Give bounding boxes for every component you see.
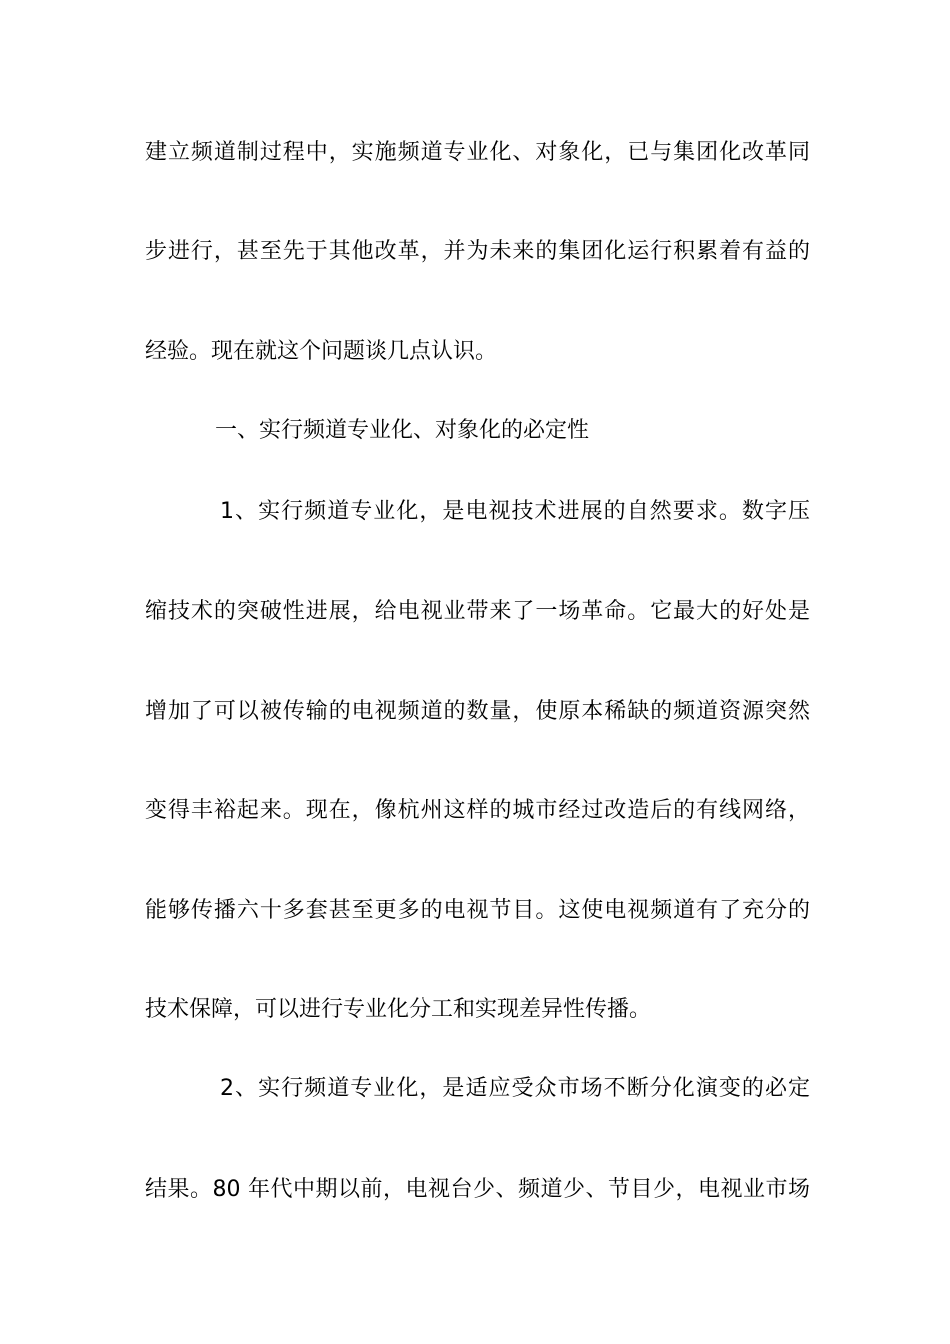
paragraph-first-line: 1、实行频道专业化，是电视技术进展的自然要求。数字压 xyxy=(220,499,810,524)
body-text-line: 结果。80 年代中期以前，电视台少、频道少、节目少，电视业市场 xyxy=(145,1177,810,1202)
section-heading: 一、实行频道专业化、对象化的必定性 xyxy=(215,418,590,443)
body-text-line: 技术保障，可以进行专业化分工和实现差异性传播。 xyxy=(145,997,652,1022)
body-text-line: 能够传播六十多套甚至更多的电视节目。这使电视频道有了充分的 xyxy=(145,898,810,923)
body-text-line: 缩技术的突破性进展，给电视业带来了一场革命。它最大的好处是 xyxy=(145,599,810,624)
paragraph-first-line: 2、实行频道专业化，是适应受众市场不断分化演变的必定 xyxy=(220,1076,810,1101)
body-text-line: 变得丰裕起来。现在，像杭州这样的城市经过改造后的有线网络， xyxy=(145,798,810,823)
body-text-line: 经验。现在就这个问题谈几点认识。 xyxy=(145,339,498,364)
body-text-line: 增加了可以被传输的电视频道的数量，使原本稀缺的频道资源突然 xyxy=(145,699,810,724)
body-text-line: 建立频道制过程中，实施频道专业化、对象化，已与集团化改革同 xyxy=(145,140,810,165)
body-text-line: 步进行，甚至先于其他改革，并为未来的集团化运行积累着有益的 xyxy=(145,239,810,264)
